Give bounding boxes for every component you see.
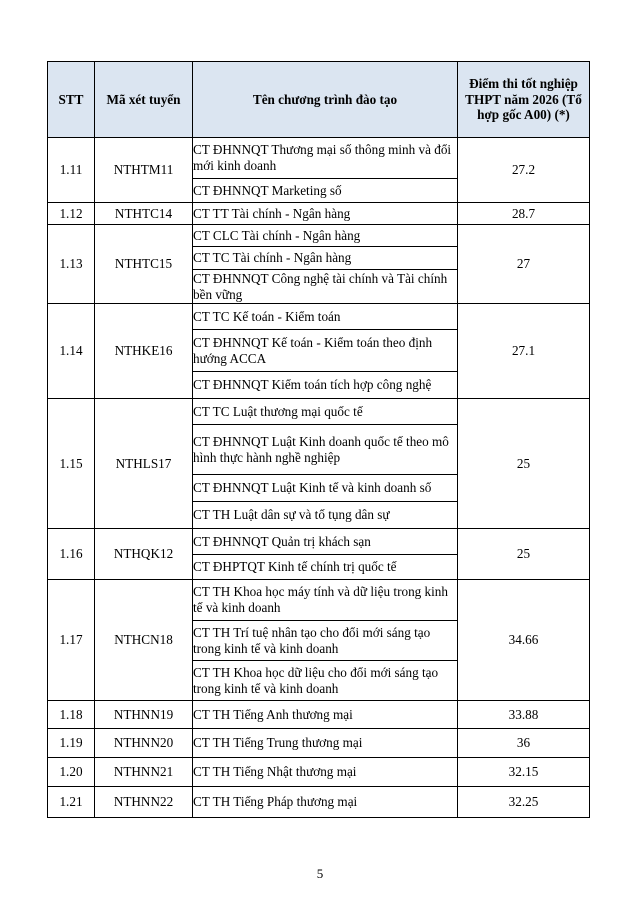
program-cell: CT TH Tiếng Nhật thương mại [193,758,458,787]
program-cell: CT ĐHNNQT Công nghệ tài chính và Tài chính bền vững [193,270,458,304]
code-cell: NTHTC15 [95,225,193,304]
score-cell: 32.25 [458,787,590,818]
code-cell: NTHNN20 [95,729,193,758]
program-cell: CT TH Luật dân sự và tố tụng dân sự [193,502,458,529]
code-cell: NTHTM11 [95,138,193,203]
program-cell: CT ĐHNNQT Marketing số [193,179,458,203]
program-cell: CT ĐHNNQT Luật Kinh tế và kinh doanh số [193,475,458,502]
score-cell: 27 [458,225,590,304]
code-cell: NTHNN21 [95,758,193,787]
table-row [48,580,590,621]
stt-cell: 1.19 [48,729,95,758]
code-cell: NTHQK12 [95,529,193,580]
table-row [48,729,590,758]
stt-cell: 1.14 [48,304,95,399]
header-score: Điểm thi tốt nghiệp THPT năm 2026 (Tổ hợp gốc A00) (*) [458,62,590,138]
program-cell: CT TH Trí tuệ nhân tạo cho đổi mới sáng tạo trong kinh tế và kinh doanh [193,621,458,661]
score-cell: 25 [458,529,590,580]
stt-cell: 1.16 [48,529,95,580]
table-row [48,701,590,729]
table-row [48,399,590,425]
page-number: 5 [316,866,324,881]
admission-table [47,61,590,818]
table-header-row [48,62,590,138]
table-body [48,138,590,818]
score-cell: 28.7 [458,203,590,225]
program-cell: CT ĐHNNQT Kế toán - Kiểm toán theo định hướng ACCA [193,330,458,372]
code-cell: NTHNN22 [95,787,193,818]
score-cell: 27.1 [458,304,590,399]
program-cell: CT ĐHNNQT Luật Kinh doanh quốc tế theo mô hình thực hành nghề nghiệp [193,425,458,475]
score-cell: 36 [458,729,590,758]
score-cell: 34.66 [458,580,590,701]
score-cell: 25 [458,399,590,529]
table-row [48,758,590,787]
score-cell: 27.2 [458,138,590,203]
stt-cell: 1.12 [48,203,95,225]
table-row [48,787,590,818]
program-cell: CT TT Tài chính - Ngân hàng [193,203,458,225]
stt-cell: 1.20 [48,758,95,787]
program-cell: CT TC Luật thương mại quốc tế [193,399,458,425]
program-cell: CT ĐHNNQT Kiểm toán tích hợp công nghệ [193,372,458,399]
stt-cell: 1.17 [48,580,95,701]
program-cell: CT TH Khoa học dữ liệu cho đổi mới sáng tạo trong kinh tế và kinh doanh [193,661,458,701]
program-cell: CT TH Tiếng Trung thương mại [193,729,458,758]
table-row [48,138,590,179]
stt-cell: 1.15 [48,399,95,529]
stt-cell: 1.18 [48,701,95,729]
score-cell: 32.15 [458,758,590,787]
code-cell: NTHCN18 [95,580,193,701]
code-cell: NTHKE16 [95,304,193,399]
program-cell: CT TC Kế toán - Kiểm toán [193,304,458,330]
code-cell: NTHLS17 [95,399,193,529]
program-cell: CT TH Tiếng Pháp thương mại [193,787,458,818]
stt-cell: 1.13 [48,225,95,304]
program-cell: CT TH Tiếng Anh thương mại [193,701,458,729]
header-program: Tên chương trình đào tạo [193,62,458,138]
code-cell: NTHNN19 [95,701,193,729]
program-cell: CT ĐHNNQT Quản trị khách sạn [193,529,458,555]
program-cell: CT ĐHPTQT Kinh tế chính trị quốc tế [193,555,458,580]
program-cell: CT ĐHNNQT Thương mại số thông minh và đổi mới kinh doanh [193,138,458,179]
score-cell: 33.88 [458,701,590,729]
table-row [48,203,590,225]
program-cell: CT TH Khoa học máy tính và dữ liệu trong kinh tế và kinh doanh [193,580,458,621]
table-row [48,225,590,247]
stt-cell: 1.21 [48,787,95,818]
table-row [48,529,590,555]
program-cell: CT TC Tài chính - Ngân hàng [193,247,458,270]
table-row [48,304,590,330]
header-stt: STT [48,62,95,138]
stt-cell: 1.11 [48,138,95,203]
code-cell: NTHTC14 [95,203,193,225]
header-code: Mã xét tuyển [95,62,193,138]
program-cell: CT CLC Tài chính - Ngân hàng [193,225,458,247]
